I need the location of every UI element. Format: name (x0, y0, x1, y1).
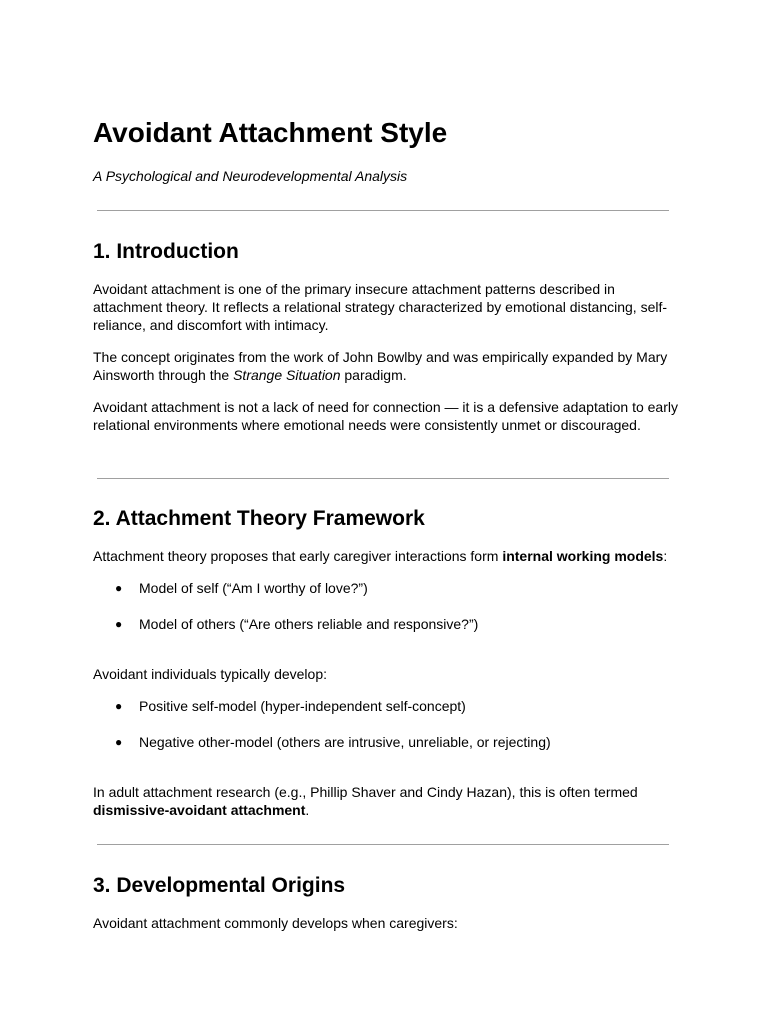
develops-list (93, 697, 683, 769)
section-divider (97, 478, 669, 479)
list-item: ● Negative other-model (others are intrusive, unreliable, or rejecting) (115, 734, 551, 750)
section-heading-framework: 2. Attachment Theory Framework (93, 507, 425, 530)
intro-paragraph-2: The concept originates from the work of John Bowlby and was empirically expanded by Mary Ainsworth through the Strange Situation paradigm. (93, 349, 668, 383)
bullet-icon: ● (115, 617, 123, 631)
working-models-list (93, 579, 683, 651)
list-item: ● Model of others (“Are others reliable and responsive?”) (115, 616, 479, 632)
document-subtitle: A Psychological and Neurodevelopmental Analysis (93, 168, 408, 184)
section-divider (97, 210, 669, 211)
section-heading-origins: 3. Developmental Origins (93, 874, 346, 897)
framework-paragraph-3: In adult attachment research (e.g., Phillip Shaver and Cindy Hazan), this is often termed dismissive-avoidant attachment. (93, 784, 638, 818)
strange-situation-emphasis: Strange Situation (233, 367, 341, 383)
framework-paragraph-1: Attachment theory proposes that early caregiver interactions form internal working models: (93, 548, 668, 564)
framework-paragraph-2: Avoidant individuals typically develop: (93, 666, 327, 682)
intro-paragraph-3: Avoidant attachment is not a lack of need for connection — it is a defensive adaptation to early relational environments where emotional needs were consistently unmet or discouraged. (93, 399, 678, 433)
bullet-icon: ● (115, 581, 123, 595)
section-heading-introduction: 1. Introduction (93, 240, 239, 263)
list-item: ● Positive self-model (hyper-independent self-concept) (115, 698, 466, 714)
document-title: Avoidant Attachment Style (93, 117, 448, 148)
dismissive-avoidant-term: dismissive-avoidant attachment (93, 802, 306, 818)
internal-working-models-term: internal working models (502, 548, 664, 564)
bullet-icon: ● (115, 735, 123, 749)
list-item: ● Model of self (“Am I worthy of love?”) (115, 580, 368, 596)
bullet-icon: ● (115, 699, 123, 713)
origins-paragraph-1: Avoidant attachment commonly develops when caregivers: (93, 915, 458, 931)
intro-paragraph-1: Avoidant attachment is one of the primary insecure attachment patterns described in attachment theory. It reflects a relational strategy characterized by emotional distancing, self-reliance, and discomfort with intimacy. (93, 281, 668, 333)
section-divider (97, 844, 669, 845)
